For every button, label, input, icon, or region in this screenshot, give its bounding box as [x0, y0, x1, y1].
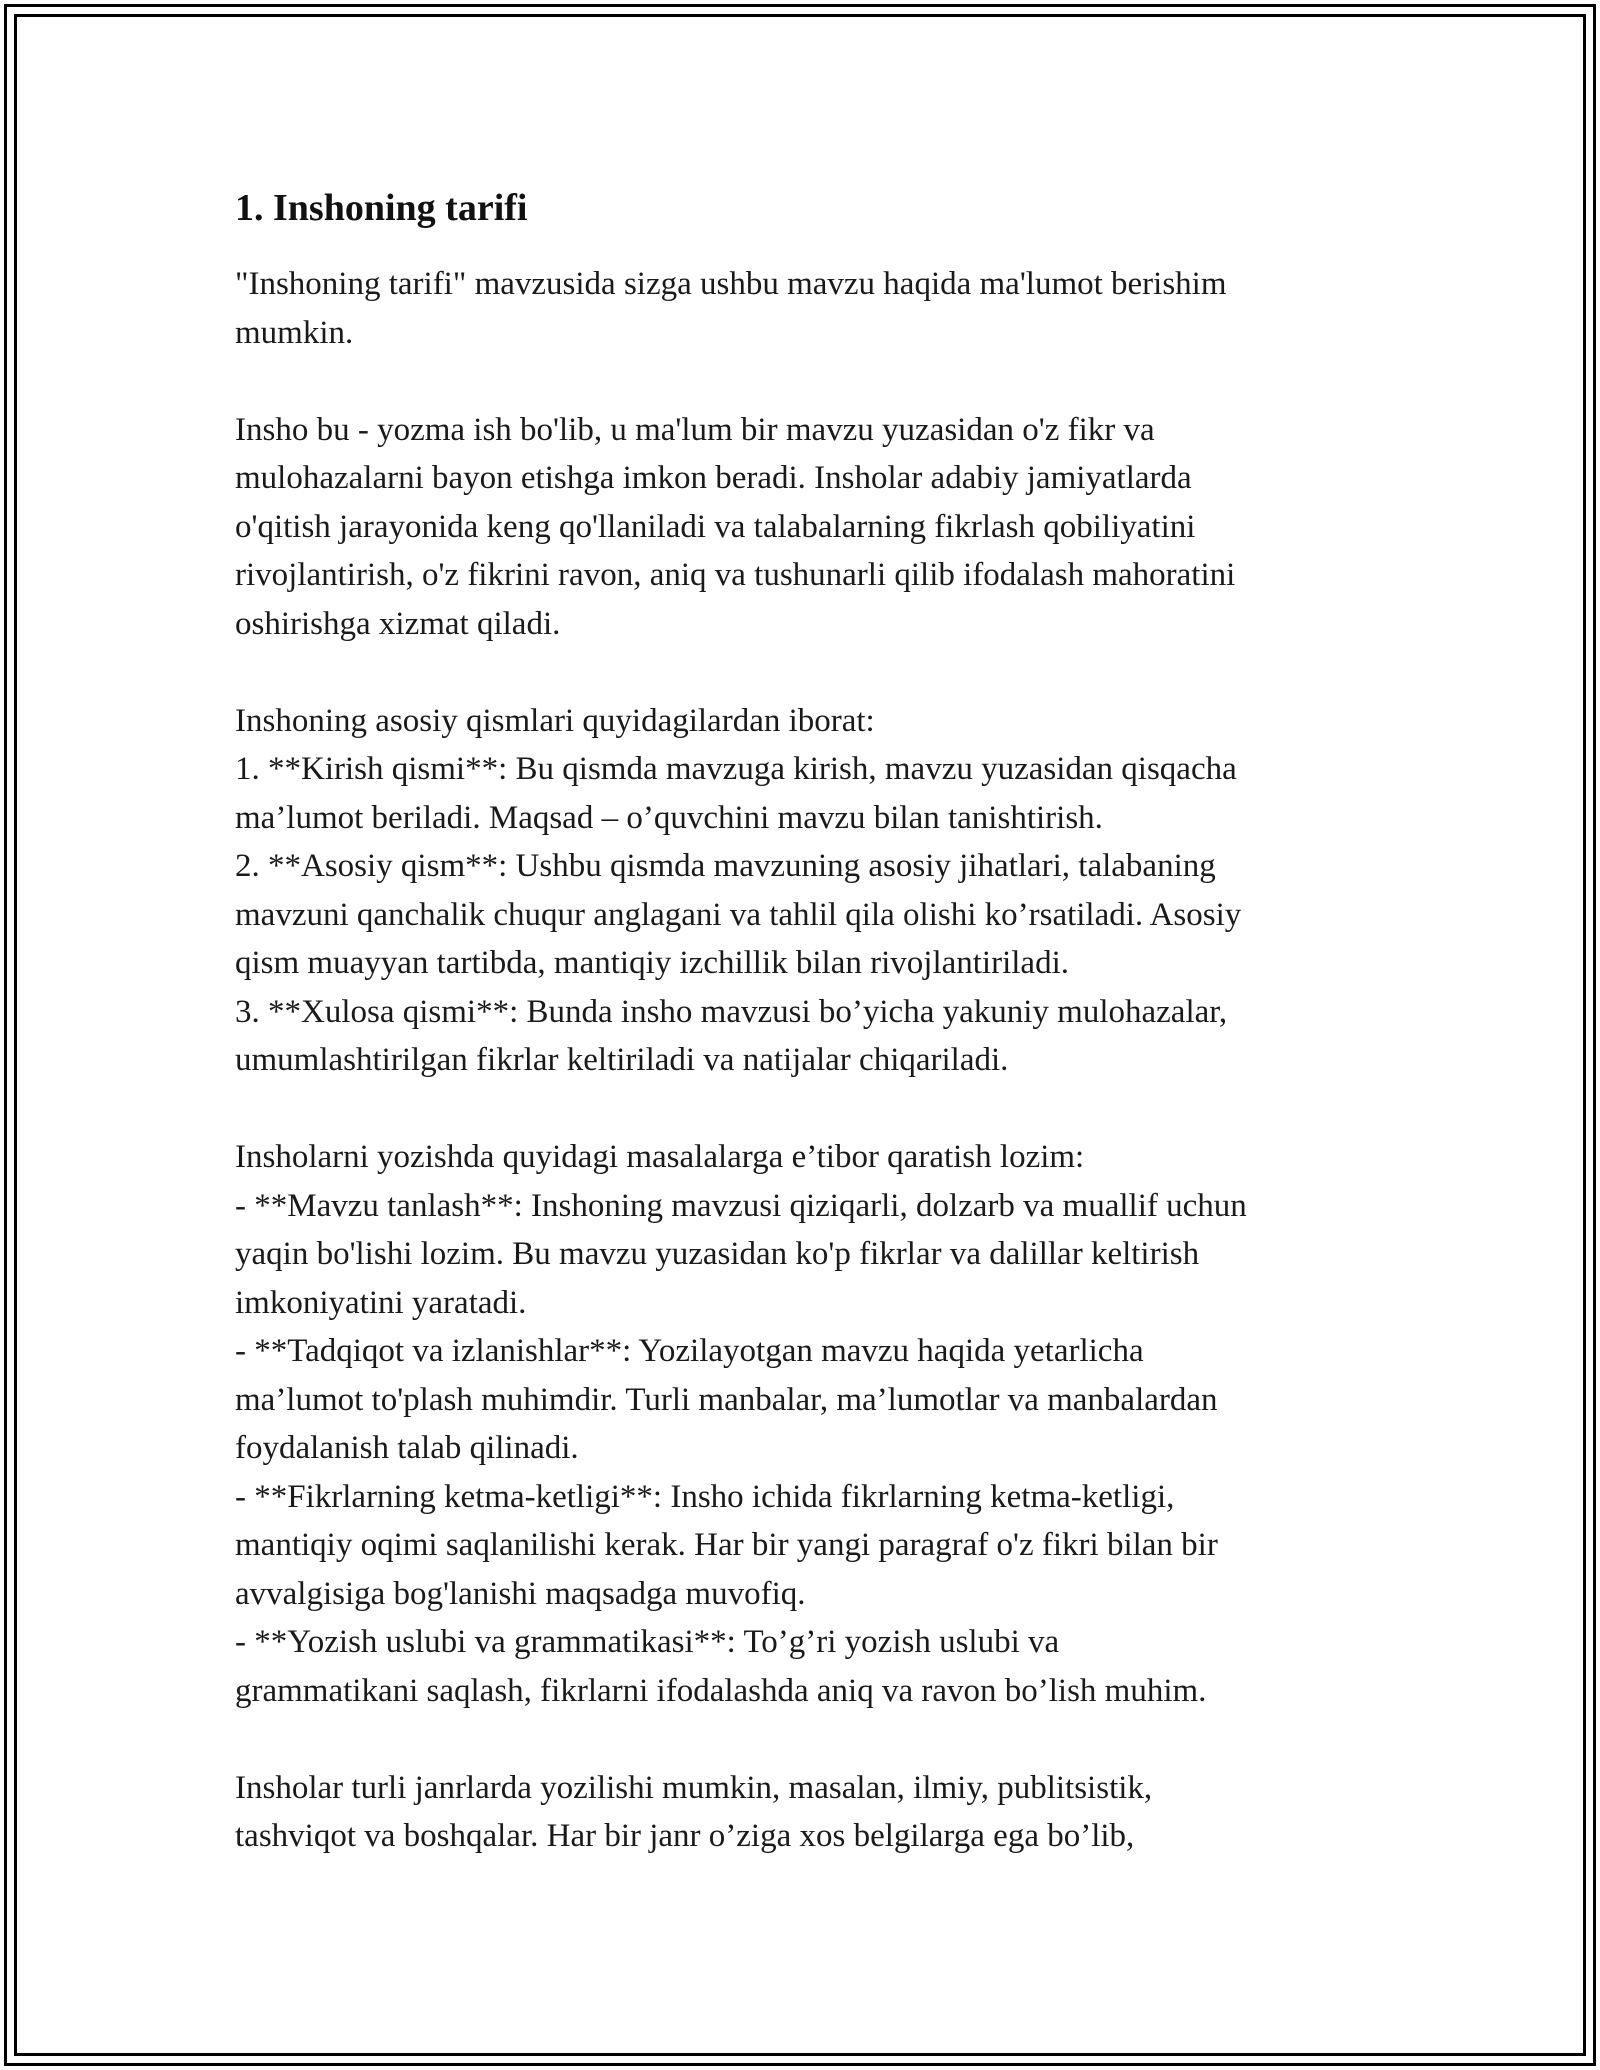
text-line: Inshoning asosiy qismlari quyidagilardan iborat:	[235, 702, 875, 739]
text-line: grammatikani saqlash, fikrlarni ifodalashda aniq va ravon bo’lish muhim.	[235, 1672, 1207, 1709]
text-line: Insholar turli janrlarda yozilishi mumkin, masalan, ilmiy, publitsistik,	[235, 1769, 1153, 1806]
text-line: tashviqot va boshqalar. Har bir janr o’ziga xos belgilarga ega bo’lib,	[235, 1818, 1135, 1854]
text-line: "Inshoning tarifi" mavzusida sizga ushbu mavzu haqida ma'lumot berishim	[235, 266, 1227, 302]
text-line: avvalgisiga bog'lanishi maqsadga muvofiq.	[235, 1575, 806, 1612]
text-line: o'qitish jarayonida keng qo'llaniladi va talabalarning fikrlash qobiliyatini	[235, 508, 1196, 545]
text-line: qism muayyan tartibda, mantiqiy izchillik bilan rivojlantiriladi.	[235, 945, 1069, 981]
text-line: - **Tadqiqot va izlanishlar**: Yozilayotgan mavzu haqida yetarlicha	[235, 1333, 1144, 1369]
text-line: ma’lumot to'plash muhimdir. Turli manbalar, ma’lumotlar va manbalardan	[235, 1381, 1218, 1418]
text-line: 1. **Kirish qismi**: Bu qismda mavzuga kirish, mavzu yuzasidan qisqacha	[235, 751, 1237, 787]
text-line: mantiqiy oqimi saqlanilishi kerak. Har bir yangi paragraf o'z fikri bilan bir	[235, 1527, 1218, 1563]
text-line: ma’lumot beriladi. Maqsad – o’quvchini mavzu bilan tanishtirish.	[235, 799, 1103, 836]
paragraph-definition	[235, 406, 1375, 649]
text-line: foydalanish talab qilinadi.	[235, 1430, 579, 1466]
paragraph-main-parts	[235, 697, 1375, 1085]
text-line: yaqin bo'lishi lozim. Bu mavzu yuzasidan ko'p fikrlar va dalillar keltirish	[235, 1236, 1200, 1272]
text-line: rivojlantirish, o'z fikrini ravon, aniq va tushunarli qilib ifodalash mahoratini	[235, 557, 1236, 593]
text-line: - **Yozish uslubi va grammatikasi**: To’g’ri yozish uslubi va	[235, 1624, 1060, 1660]
text-line: Insholarni yozishda quyidagi masalalarga e’tibor qaratish lozim:	[235, 1139, 1085, 1175]
text-line: mulohazalarni bayon etishga imkon beradi. Insholar adabiy jamiyatlarda	[235, 460, 1192, 496]
paragraph-intro	[235, 260, 1375, 357]
text-line: - **Fikrlarning ketma-ketligi**: Insho ichida fikrlarning ketma-ketligi,	[235, 1478, 1175, 1515]
text-line: Insho bu - yozma ish bo'lib, u ma'lum bir mavzu yuzasidan o'z fikr va	[235, 411, 1155, 448]
text-line: umumlashtirilgan fikrlar keltiriladi va natijalar chiqariladi.	[235, 1042, 1009, 1078]
text-line: 2. **Asosiy qism**: Ushbu qismda mavzuning asosiy jihatlari, talabaning	[235, 848, 1216, 884]
paragraph-writing-tips	[235, 1133, 1375, 1715]
text-line: mavzuni qanchalik chuqur anglagani va tahlil qila olishi ko’rsatiladi. Asosiy	[235, 896, 1242, 933]
text-line: oshirishga xizmat qiladi.	[235, 605, 561, 642]
text-line: mumkin.	[235, 314, 354, 351]
document-body	[235, 184, 1375, 1909]
text-line: 3. **Xulosa qismi**: Bunda insho mavzusi bo’yicha yakuniy mulohazalar,	[235, 993, 1228, 1030]
text-line: - **Mavzu tanlash**: Inshoning mavzusi qiziqarli, dolzarb va muallif uchun	[235, 1187, 1247, 1224]
paragraph-genres	[235, 1764, 1375, 1861]
page-title: 1. Inshoning tarifi	[235, 187, 528, 229]
text-line: imkoniyatini yaratadi.	[235, 1284, 527, 1321]
